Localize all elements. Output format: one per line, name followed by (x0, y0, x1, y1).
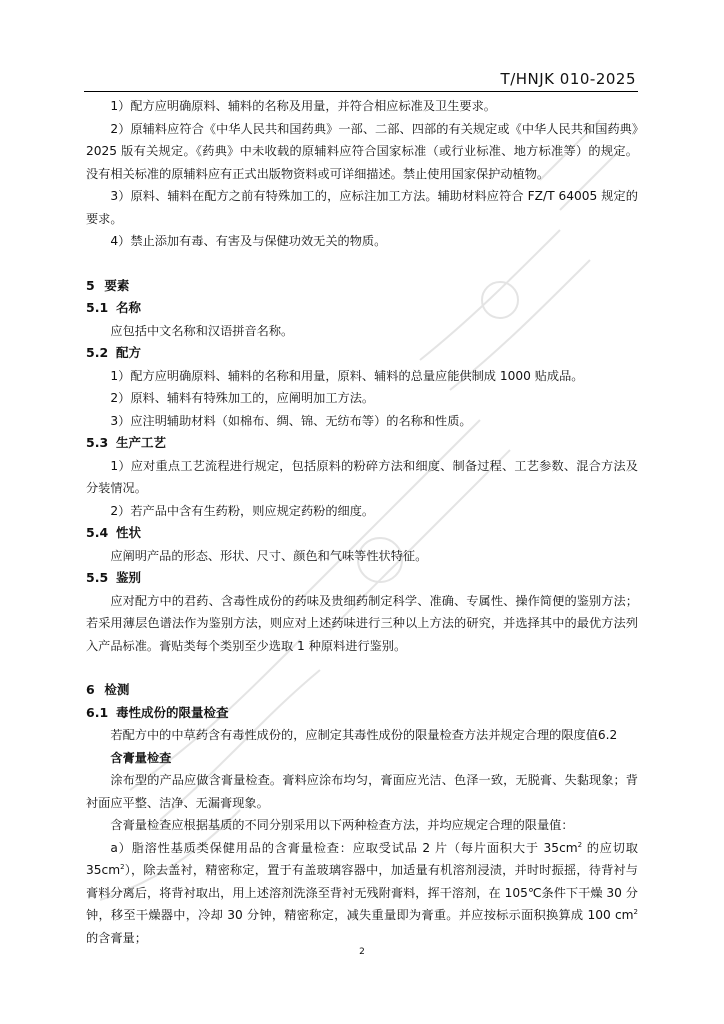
section-heading-5-5 (86, 567, 638, 590)
paragraph: 涂布型的产品应做含膏量检查。膏料应涂布均匀，膏面应光洁、色泽一致，无脱膏、失黏现象；背衬面应平整、洁净、无漏膏现象。 (86, 773, 638, 810)
section-heading-5-2 (86, 342, 638, 365)
section-number: 5.5 (86, 570, 109, 585)
standard-code: T/HNJK 010-2025 (500, 70, 636, 88)
section-heading-5 (86, 275, 638, 298)
section-heading-6-1 (86, 702, 638, 725)
section-heading-5-3 (86, 432, 638, 455)
section-title: 毒性成份的限量检查 (116, 704, 229, 720)
section-number: 6.1 (86, 704, 109, 720)
list-item: 2）若产品中含有生药粉，则应规定药粉的细度。 (110, 503, 375, 518)
section-number: 5 (86, 277, 95, 293)
section-title: 生产工艺 (116, 435, 167, 450)
paragraph: 应包括中文名称和汉语拼音名称。 (110, 323, 294, 338)
section-number: 6 (86, 682, 95, 697)
list-item: 1）配方应明确原料、辅料的名称和用量，原料、辅料的总量应能供制成 1000 贴成品。 (110, 368, 584, 383)
superscript: 2 (577, 840, 583, 849)
paragraph: 2）原辅料应符合《中华人民共和国药典》一部、二部、四部的有关规定或《中华人民共和国药典》2025 版有关规定。《药典》中未收载的原辅料应符合国家标准（或行业标准、地方标准等）的规定。没有相关标准的原辅料应有正式出版物资料或可详细描述。禁止使用国家保护动植物。 (86, 121, 638, 181)
section-heading-6 (86, 679, 638, 702)
paragraph: 应对配方中的君药、含毒性成份的药味及贵细药制定科学、准确、专属性、操作简便的鉴别方法；若采用薄层色谱法作为鉴别方法，则应对上述药味进行三种以上方法的研究，并选择其中的最优方法列入产品标准。膏贴类每个类别至少选取 1 种原料进行鉴别。 (86, 593, 638, 653)
list-item: 1）应对重点工艺流程进行规定，包括原料的粉碎方法和细度、制备过程、工艺参数、混合方法及分装情况。 (86, 458, 638, 495)
paragraph: 3）原料、辅料在配方之前有特殊加工的，应标注加工方法。辅助材料应符合 FZ/T 64005 规定的要求。 (86, 189, 638, 226)
paragraph-text: 若配方中的中草药含有毒性成份的，应制定其毒性成份的限量检查方法并规定合理的限度值 (110, 728, 598, 742)
section-title: 检测 (104, 682, 130, 697)
section-title: 配方 (116, 345, 142, 360)
item-text: ），除去盖衬，精密称定，置于有盖玻璃容器中，加适量有机溶剂浸渍，并时时振摇，待背衬与膏料分离后，将背衬取出，用上述溶剂洗涤至背衬无残附膏料，挥干溶剂，在 105℃条件下干燥 30 分钟，移至干燥器中，冷却 30 分钟，精密称定，减失重量即为膏重。并应按标示面积换算成 100 cm (86, 863, 638, 922)
item-text: 的含膏量； (86, 930, 147, 945)
paragraph (86, 724, 638, 769)
merged-section-number: 6.2 (597, 728, 618, 742)
section-title: 要素 (104, 277, 130, 293)
section-number: 5.4 (86, 525, 109, 540)
superscript: 2 (120, 862, 125, 871)
spacer (86, 253, 638, 275)
section-heading-5-4 (86, 522, 638, 545)
list-item: 3）应注明辅助材料（如棉布、绸、锦、无纺布等）的名称和性质。 (110, 413, 472, 428)
document-body (86, 95, 638, 949)
section-title: 鉴别 (116, 570, 142, 585)
paragraph: 4）禁止添加有毒、有害及与保健功效无关的物质。 (110, 234, 387, 248)
section-number: 5.1 (86, 300, 109, 315)
list-item (86, 837, 638, 950)
spacer (86, 657, 638, 679)
paragraph: 含膏量检查应根据基质的不同分别采用以下两种检查方法，并均应规定合理的限量值： (110, 818, 574, 832)
header-divider (84, 91, 638, 92)
page-number: 2 (359, 947, 365, 957)
list-item: 2）原料、辅料有特殊加工的，应阐明加工方法。 (110, 391, 375, 405)
section-heading-5-1 (86, 297, 638, 320)
item-text: 的应切取 35cm (86, 840, 638, 877)
section-title: 名称 (116, 300, 142, 315)
paragraph: 1）配方应明确原料、辅料的名称及用量，并符合相应标准及卫生要求。 (110, 99, 496, 113)
section-number: 5.2 (86, 345, 109, 360)
section-title: 性状 (116, 525, 142, 540)
merged-section-title: 含膏量检查 (110, 750, 172, 765)
superscript: 2 (633, 907, 638, 916)
item-text: a）脂溶性基质类保健用品的含膏量检查：应取受试品 2 片（每片面积大于 35cm (110, 840, 578, 855)
paragraph: 应阐明产品的形态、形状、尺寸、颜色和气味等性状特征。 (110, 548, 428, 563)
section-number: 5.3 (86, 435, 109, 450)
